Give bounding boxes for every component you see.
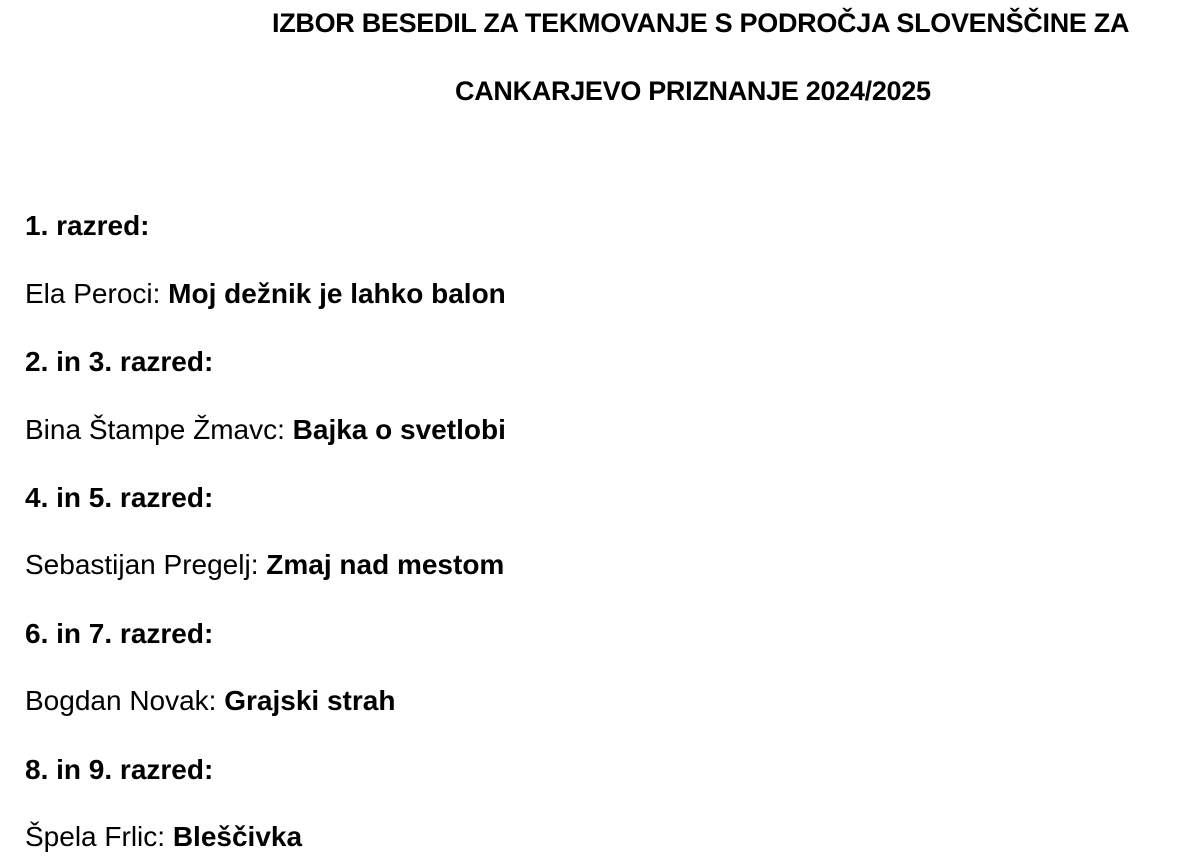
entry-work-title: Bajka o svetlobi [292,414,506,445]
entry-author: Špela Frlic: [25,821,173,852]
entry-3 [25,551,504,579]
entry-work-title: Zmaj nad mestom [266,549,505,580]
entry-author: Sebastijan Pregelj: [25,549,267,580]
entry-work-title: Grajski strah [224,685,396,716]
entry-1 [25,280,506,308]
entry-5 [25,823,302,851]
entry-author: Ela Peroci: [25,278,169,309]
entry-author: Bogdan Novak: [25,685,225,716]
title-line-2: CANKARJEVO PRIZNANJE 2024/2025 [455,76,931,106]
grade-heading-1: 1. razred: [25,210,150,241]
entry-work-title: Bleščivka [172,821,303,852]
entry-4 [25,687,395,715]
grade-heading-2: 2. in 3. razred: [25,346,214,377]
title-line-1: IZBOR BESEDIL ZA TEKMOVANJE S PODROČJA SLOVENŠČINE ZA [272,8,1130,38]
grade-heading-3: 4. in 5. razred: [25,482,214,513]
entry-author: Bina Štampe Žmavc: [25,414,293,445]
entry-work-title: Moj dežnik je lahko balon [168,278,506,309]
grade-heading-5: 8. in 9. razred: [25,754,214,785]
grade-heading-4: 6. in 7. razred: [25,618,214,649]
entry-2 [25,416,506,444]
